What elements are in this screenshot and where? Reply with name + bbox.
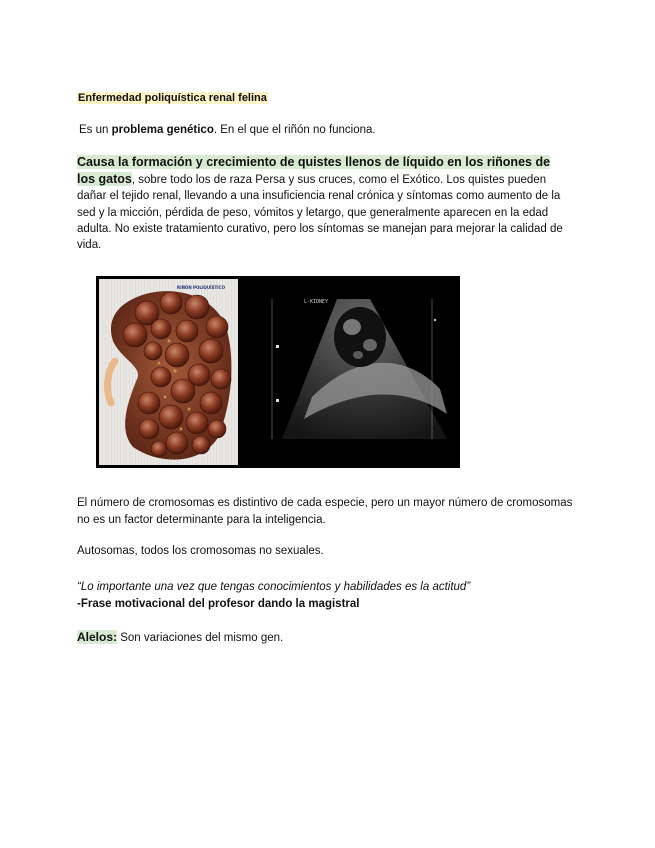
definition-suffix: . En el que el riñón no funciona. [213, 124, 376, 136]
ultrasound-label: L-KIDNEY [304, 299, 329, 305]
document-title: Enfermedad poliquística renal felina [78, 92, 267, 104]
figure-caption: RIÑÓN POLIQUÍSTICO [177, 285, 225, 290]
alleles-definition: Son variaciones del mismo gen. [117, 632, 284, 644]
alleles-term: Alelos: [77, 630, 118, 644]
highlighted-cause: Causa la formación y crecimiento de quistes llenos de líquido en los riñones de los gatos [77, 155, 551, 187]
quote-attribution: -Frase motivacional del profesor dando la magistral [77, 597, 360, 610]
paragraph-quote [77, 579, 597, 612]
paragraph-autosomes: Autosomas, todos los cromosomas no sexuales. [77, 545, 324, 557]
motivational-quote: “Lo importante una vez que tengas conocimientos y habilidades es la actitud” [77, 581, 471, 593]
definition-prefix: Es un [79, 124, 112, 136]
kidney-figure [96, 276, 460, 468]
paragraph-description [77, 154, 567, 253]
polycystic-kidney-photo [99, 279, 238, 465]
paragraph-alleles [77, 630, 283, 644]
ultrasound-image [242, 279, 457, 465]
paragraph-definition [79, 124, 376, 136]
ultrasound-scan [242, 279, 457, 465]
description-rest: , sobre todo los de raza Persa y sus cruces, como el Exótico. Los quistes pueden dañar el tejido renal, llevando a una insuficiencia renal crónica y síntomas como aumento de la sed y la micción, pérdida de peso, vómitos y letargo, que generalmente aparecen en la edad adulta. No existe tratamiento curativo, pero los síntomas se manejan para mejorar la calidad de vida. [77, 174, 563, 252]
definition-bold: problema genético [111, 124, 214, 136]
kidney-illustration [99, 279, 238, 465]
paragraph-chromosomes: El número de cromosomas es distintivo de cada especie, pero un mayor número de cromosomas no es un factor determinante para la inteligencia. [77, 497, 573, 526]
